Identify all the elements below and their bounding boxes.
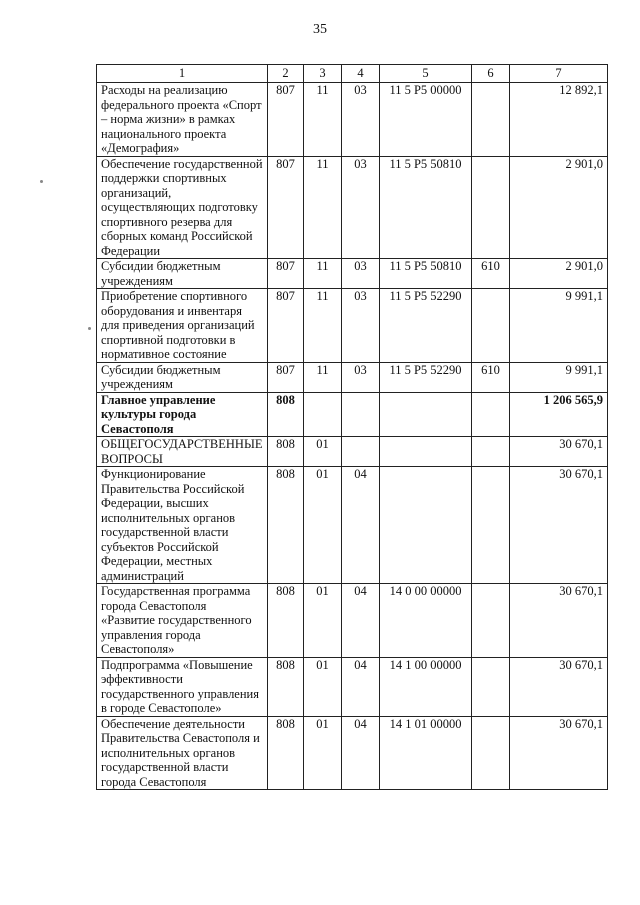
amount: 30 670,1: [510, 716, 608, 790]
section-code: 01: [304, 437, 342, 467]
column-header: 6: [472, 65, 510, 83]
row-description: Государственная программа города Севастополя «Развитие государственного управления города Севастополя»: [97, 584, 268, 658]
ministry-code: 807: [268, 289, 304, 363]
row-description: Главное управление культуры города Севастополя: [97, 392, 268, 437]
table-row: [97, 584, 608, 658]
table-row: [97, 362, 608, 392]
target-article-code: [380, 437, 472, 467]
amount: 9 991,1: [510, 289, 608, 363]
expense-type-code: [472, 437, 510, 467]
row-description: Подпрограмма «Повышение эффективности государственного управления в городе Севастополе»: [97, 657, 268, 716]
row-description: ОБЩЕГОСУДАРСТВЕННЫЕ ВОПРОСЫ: [97, 437, 268, 467]
target-article-code: [380, 392, 472, 437]
page-number: 35: [313, 22, 327, 37]
subsection-code: 03: [342, 259, 380, 289]
header-row: [97, 65, 608, 83]
subsection-code: 03: [342, 156, 380, 259]
column-header: 5: [380, 65, 472, 83]
subsection-code: 03: [342, 83, 380, 157]
target-article-code: 14 1 00 00000: [380, 657, 472, 716]
row-description: Обеспечение государственной поддержки спортивных организаций, осуществляющих подготовку спортивного резерва для сборных команд Российской Федерации: [97, 156, 268, 259]
section-code: 01: [304, 467, 342, 584]
amount: 2 901,0: [510, 259, 608, 289]
expense-type-code: [472, 716, 510, 790]
section-code: 01: [304, 657, 342, 716]
section-code: 11: [304, 259, 342, 289]
amount: 30 670,1: [510, 657, 608, 716]
ministry-code: 808: [268, 467, 304, 584]
column-header: 3: [304, 65, 342, 83]
row-description: Приобретение спортивного оборудования и инвентаря для приведения организаций спортивной подготовки в нормативное состояние: [97, 289, 268, 363]
ministry-code: 808: [268, 657, 304, 716]
column-header: 7: [510, 65, 608, 83]
ministry-code: 808: [268, 716, 304, 790]
amount: 30 670,1: [510, 467, 608, 584]
expense-type-code: [472, 467, 510, 584]
table-body: [97, 83, 608, 790]
subsection-code: 04: [342, 467, 380, 584]
target-article-code: 11 5 P5 52290: [380, 362, 472, 392]
target-article-code: 14 1 01 00000: [380, 716, 472, 790]
subsection-code: 03: [342, 289, 380, 363]
ministry-code: 808: [268, 437, 304, 467]
table-row: [97, 392, 608, 437]
section-code: 01: [304, 716, 342, 790]
section-code: 11: [304, 289, 342, 363]
row-description: Обеспечение деятельности Правительства Севастополя и исполнительных органов государственной власти города Севастополя: [97, 716, 268, 790]
expense-type-code: [472, 156, 510, 259]
table-row: [97, 467, 608, 584]
scan-speck: [40, 180, 43, 183]
row-description: Расходы на реализацию федерального проекта «Спорт – норма жизни» в рамках национального проекта «Демография»: [97, 83, 268, 157]
amount: 30 670,1: [510, 584, 608, 658]
expense-type-code: 610: [472, 259, 510, 289]
subsection-code: 04: [342, 584, 380, 658]
section-code: 01: [304, 584, 342, 658]
section-code: 11: [304, 362, 342, 392]
target-article-code: 11 5 P5 50810: [380, 259, 472, 289]
ministry-code: 808: [268, 584, 304, 658]
budget-table: [96, 64, 608, 790]
column-header: 4: [342, 65, 380, 83]
section-code: [304, 392, 342, 437]
expense-type-code: [472, 392, 510, 437]
target-article-code: 14 0 00 00000: [380, 584, 472, 658]
subsection-code: 04: [342, 716, 380, 790]
ministry-code: 807: [268, 259, 304, 289]
section-code: 11: [304, 156, 342, 259]
amount: 30 670,1: [510, 437, 608, 467]
amount: 9 991,1: [510, 362, 608, 392]
table-row: [97, 716, 608, 790]
amount: 1 206 565,9: [510, 392, 608, 437]
section-code: 11: [304, 83, 342, 157]
subsection-code: 04: [342, 657, 380, 716]
column-header: 1: [97, 65, 268, 83]
amount: 2 901,0: [510, 156, 608, 259]
table-row: [97, 289, 608, 363]
ministry-code: 807: [268, 83, 304, 157]
target-article-code: 11 5 P5 52290: [380, 289, 472, 363]
target-article-code: [380, 467, 472, 584]
target-article-code: 11 5 P5 50810: [380, 156, 472, 259]
expense-type-code: [472, 289, 510, 363]
row-description: Функционирование Правительства Российской Федерации, высших исполнительных органов государственной власти субъектов Российской Федерации, местных администраций: [97, 467, 268, 584]
column-header: 2: [268, 65, 304, 83]
target-article-code: 11 5 P5 00000: [380, 83, 472, 157]
table-row: [97, 657, 608, 716]
subsection-code: [342, 437, 380, 467]
table-row: [97, 259, 608, 289]
subsection-code: 03: [342, 362, 380, 392]
ministry-code: 808: [268, 392, 304, 437]
expense-type-code: [472, 657, 510, 716]
row-description: Субсидии бюджетным учреждениям: [97, 259, 268, 289]
row-description: Субсидии бюджетным учреждениям: [97, 362, 268, 392]
expense-type-code: [472, 584, 510, 658]
ministry-code: 807: [268, 362, 304, 392]
table-row: [97, 83, 608, 157]
amount: 12 892,1: [510, 83, 608, 157]
table-row: [97, 156, 608, 259]
ministry-code: 807: [268, 156, 304, 259]
scan-speck: [88, 327, 91, 330]
expense-type-code: 610: [472, 362, 510, 392]
table-row: [97, 437, 608, 467]
expense-type-code: [472, 83, 510, 157]
subsection-code: [342, 392, 380, 437]
